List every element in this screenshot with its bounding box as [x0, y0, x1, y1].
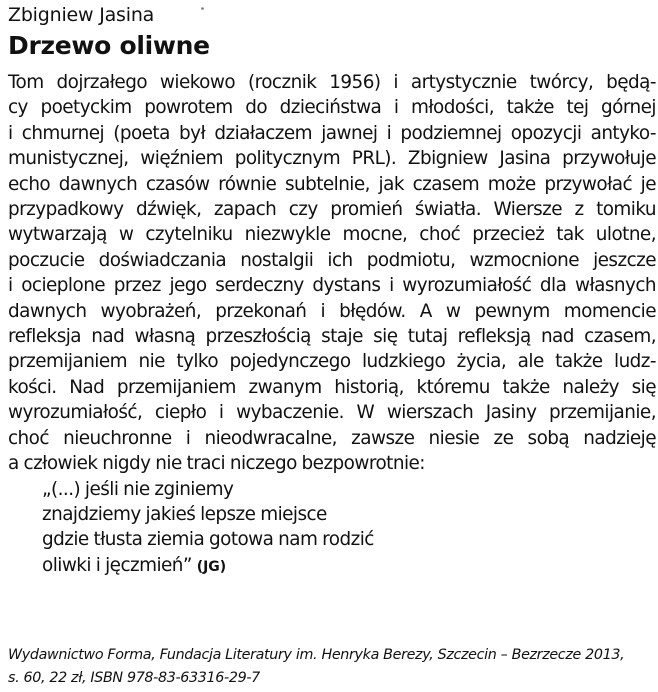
- poem-line: „(...) jeśli nie zginiemy: [42, 478, 234, 500]
- text-line: i chmurnej (poeta był działaczem jawnej i podziemnej opozycji antyko-: [8, 122, 656, 144]
- text-line: wytwarzają w czytelniku niezwykle mocne, choć przecież tak ulotne,: [8, 224, 656, 246]
- text-line: cy poetyckim powrotem do dzieciństwa i młodości, także tej górnej: [8, 97, 656, 119]
- poem-quote: [8, 477, 656, 581]
- reviewer-initials: (JG): [196, 558, 227, 575]
- text-line: przemijaniem nie tylko pojedynczego ludzkiego życia, ale także ludz-: [8, 351, 656, 373]
- publication-line: s. 60, 22 zł, ISBN 978-83-63316-29-7: [8, 670, 260, 686]
- text-line: echo dawnych czasów równie subtelnie, jak czasem może przywołać je: [8, 173, 656, 195]
- text-line: przypadkowy dźwięk, zapach czy promień światła. Wiersze z tomiku: [8, 199, 656, 221]
- text-line: refleksja nad własną przeszłością staje się tutaj refleksją nad czasem,: [8, 326, 656, 348]
- text-line: wyrozumiałość, ciepło i wybaczenie. W wierszach Jasiny przemijanie,: [8, 402, 656, 424]
- poem-line-last: [42, 553, 656, 580]
- text-line: Tom dojrzałego wiekowo (rocznik 1956) i artystycznie twórcy, będą-: [8, 72, 656, 93]
- review-paragraph: [8, 70, 656, 477]
- text-line: i ocieplone przez jego serdeczny dystans i wyrozumiałość dla własnych: [8, 275, 656, 297]
- book-title: Drzewo oliwne: [8, 31, 210, 60]
- publication-line: Wydawnictwo Forma, Fundacja Literatury im. Henryka Berezy, Szczecin – Bezrzecze 2013,: [8, 647, 625, 663]
- author-name: Zbigniew Jasina: [8, 4, 155, 26]
- poem-line-text: oliwki i jęczmień”: [42, 554, 192, 576]
- publication-info: [8, 644, 656, 690]
- print-speck: [200, 6, 205, 11]
- text-line: kości. Nad przemijaniem zwanym historią, któremu także należy się: [8, 376, 656, 398]
- text-line: choć nieuchronne i nieodwracalne, zawsze niesie ze sobą nadzieję: [8, 427, 656, 449]
- text-line: munistycznej, więźniem politycznym PRL). Zbigniew Jasina przywołuje: [8, 148, 656, 170]
- text-line: a człowiek nigdy nie traci niczego bezpowrotnie:: [8, 453, 425, 475]
- text-line: poczucie doświadczania nostalgii ich podmiotu, wzmocnione jeszcze: [8, 249, 656, 271]
- poem-line: gdzie tłusta ziemia gotowa nam rodzić: [42, 529, 374, 551]
- review-text: [8, 70, 656, 580]
- poem-line: znajdziemy jakieś lepsze miejsce: [42, 503, 327, 525]
- text-line: dawnych wyobrażeń, przekonań i błędów. A w pewnym momencie: [8, 300, 656, 322]
